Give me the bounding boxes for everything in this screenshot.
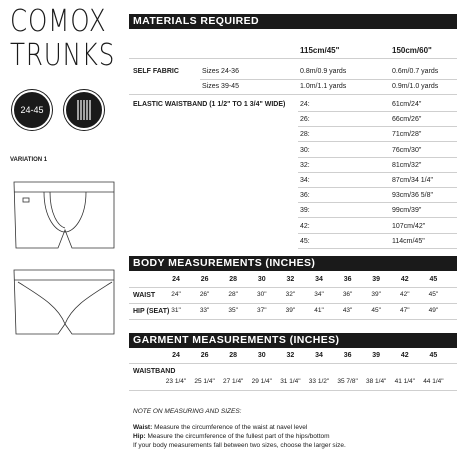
garment-size-header: 36 [343, 352, 352, 359]
garment-cell: 33 1/2" [308, 378, 330, 385]
waistband-size: 39: [300, 207, 310, 215]
body-cell: 32" [285, 291, 296, 298]
note-waist [133, 423, 307, 432]
body-cell: 43" [342, 307, 353, 314]
body-size-header: 26 [200, 276, 209, 283]
waistband-size: 24: [300, 101, 310, 108]
waistband-length: 76cm/30" [392, 146, 422, 154]
body-cell: 24" [171, 291, 181, 298]
waistband-length: 87cm/34 1/4" [392, 177, 434, 184]
needle-icon [64, 90, 104, 130]
materials-header: MATERIALS REQUIRED [129, 14, 457, 29]
garment-cell: 27 1/4" [222, 378, 244, 385]
body-size-header: 42 [400, 276, 409, 283]
waistband-length: 81cm/32" [392, 161, 422, 169]
body-cell: 30" [257, 291, 267, 298]
body-size-header: 39 [372, 276, 381, 283]
waistband-size: 42: [300, 222, 310, 230]
col-150-header: 150cm/60" [392, 46, 432, 55]
body-cell: 36" [342, 291, 353, 298]
garment-size-header: 45 [429, 352, 438, 359]
body-row-label: WAIST [133, 292, 156, 299]
garment-size-header: 24 [172, 352, 180, 359]
body-measurements-header: BODY MEASUREMENTS (INCHES) [129, 256, 457, 271]
note-waist-label: Waist: [133, 424, 153, 431]
garment-cell: 29 1/4" [251, 378, 272, 385]
body-cell: 39" [285, 307, 296, 314]
garment-cell: 41 1/4" [394, 378, 415, 385]
garment-cell: 31 1/4" [280, 378, 301, 385]
garment-measurements-header: GARMENT MEASUREMENTS (INCHES) [129, 333, 457, 348]
note-hip [133, 432, 330, 441]
waistband-size: 28: [300, 131, 310, 139]
self-fabric-115: 1.0m/1.1 yards [300, 83, 347, 90]
waistband-length: 66cm/26" [392, 116, 422, 124]
self-fabric-sizes: Sizes 24-36 [202, 68, 239, 75]
waistband-size: 26: [300, 116, 310, 124]
pattern-title-line2: TRUNKS [10, 38, 116, 73]
body-cell: 42" [400, 291, 410, 298]
note-hip-text: Measure the circumference of the fullest part of the hips/bottom [145, 433, 330, 440]
body-cell: 33" [199, 307, 210, 314]
garment-size-header: 42 [400, 352, 409, 359]
waistband-label: ELASTIC WAISTBAND (1 1/2" TO 1 3/4" WIDE) [133, 101, 286, 108]
body-size-header: 24 [172, 276, 180, 283]
body-cell: 45" [428, 291, 439, 298]
waistband-size: 45: [300, 237, 310, 245]
waistband-length: 93cm/36 5/8" [392, 192, 434, 200]
note-title: NOTE ON MEASURING AND SIZES: [133, 408, 242, 415]
body-row-label: HIP (SEAT) [133, 308, 170, 315]
garment-size-header: 34 [315, 352, 323, 359]
pattern-title-line1: COMOX [10, 4, 107, 39]
note-hip-label: Hip: [133, 433, 146, 440]
trunks-front-illustration [10, 178, 120, 254]
body-size-header: 28 [229, 276, 238, 283]
body-cell: 28" [228, 291, 238, 298]
body-size-header: 32 [286, 276, 295, 283]
col-115-header: 115cm/45" [300, 46, 340, 55]
waistband-length: 61cm/24" [392, 101, 422, 108]
body-cell: 31" [171, 307, 181, 314]
body-size-header: 30 [257, 276, 266, 283]
garment-size-header: 26 [200, 352, 209, 359]
self-fabric-115: 0.8m/0.9 yards [300, 68, 347, 75]
self-fabric-sizes: Sizes 39-45 [202, 83, 239, 90]
waistband-length: 71cm/28" [392, 131, 422, 139]
waistband-size: 30: [300, 146, 310, 154]
variation-label: VARIATION 1 [10, 157, 48, 163]
body-cell: 26" [199, 291, 210, 298]
garment-cell: 38 1/4" [365, 378, 387, 385]
waistband-size: 32: [300, 161, 310, 169]
body-cell: 47" [400, 307, 410, 314]
garment-size-header: 30 [257, 352, 266, 359]
needle-lines-icon [72, 98, 96, 122]
body-cell: 35" [228, 307, 238, 314]
waistband-length: 107cm/42" [392, 222, 426, 230]
body-cell: 39" [371, 291, 381, 298]
garment-size-header: 39 [372, 352, 381, 359]
size-range-badge [12, 90, 52, 130]
self-fabric-150: 0.6m/0.7 yards [392, 68, 439, 75]
note-extra: If your body measurements fall between two sizes, choose the larger size. [133, 442, 346, 449]
body-cell: 37" [257, 307, 267, 314]
garment-cell: 25 1/4" [194, 378, 215, 385]
body-cell: 41" [314, 307, 324, 314]
waistband-length: 114cm/45" [392, 237, 425, 245]
waistband-length: 99cm/39" [392, 207, 422, 215]
trunks-back-illustration [10, 266, 120, 342]
garment-cell: 35 7/8" [337, 378, 358, 385]
body-size-header: 36 [343, 276, 352, 283]
waistband-size: 34: [300, 177, 310, 184]
note-waist-text: Measure the circumference of the waist at navel level [152, 424, 308, 431]
self-fabric-label: SELF FABRIC [133, 68, 179, 75]
body-cell: 45" [371, 307, 381, 314]
body-cell: 34" [314, 291, 324, 298]
self-fabric-150: 0.9m/1.0 yards [392, 83, 439, 90]
garment-row-label: WAISTBAND [133, 368, 176, 375]
garment-cell: 44 1/4" [423, 378, 444, 385]
garment-cell: 23 1/4" [165, 378, 187, 385]
body-size-header: 34 [315, 276, 323, 283]
garment-size-header: 28 [229, 352, 238, 359]
waistband-size: 36: [300, 192, 310, 200]
garment-size-header: 32 [286, 352, 295, 359]
body-cell: 49" [428, 307, 439, 314]
body-size-header: 45 [429, 276, 438, 283]
size-range-text: 24-45 [20, 105, 44, 115]
